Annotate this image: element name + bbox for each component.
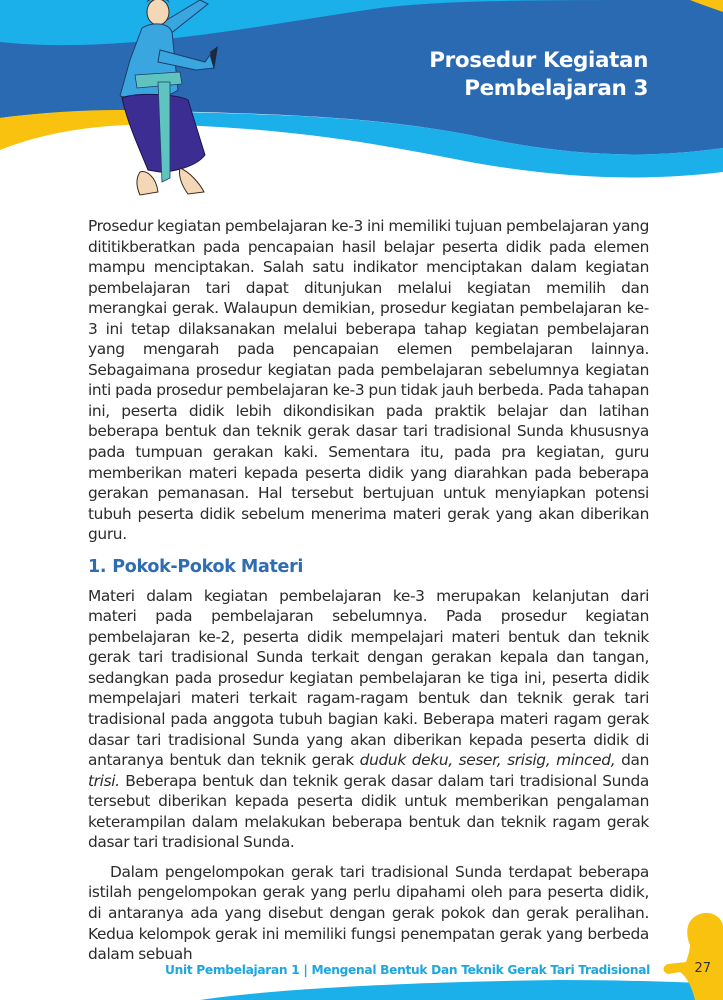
- section-heading-pokok-materi: [88, 556, 649, 578]
- page-title-line-2: Pembelajaran 3: [464, 76, 648, 101]
- paragraph-text: Materi dalam kegiatan pembelajaran ke-3 merupakan kelanjutan dari materi pada pembelajaran sebelumnya. Pada prosedur kegiatan pembelajaran ke-2, peserta didik mempelajari materi bentuk dan teknik gerak tari tradisional Sunda terkait dengan gerakan kepala dan tangan, sedangkan pada prosedur kegiatan pembelajaran ke tiga ini, peserta didik mempelajari materi terkait ragam-ragam bentuk dan teknik gerak tari tradisional pada anggota tubuh bagian kaki. Beberapa materi ragam gerak dasar tari tradisional Sunda yang akan diberikan kepada peserta didik di antaranya bentuk dan teknik gerak: [88, 586, 649, 770]
- section-number: 1.: [88, 556, 107, 577]
- page-title: [429, 47, 648, 103]
- paragraph-text: dan: [615, 751, 650, 770]
- intro-paragraph: Prosedur kegiatan pembelajaran ke-3 ini memiliki tujuan pembelajaran yang dititikberatkan pada pencapaian hasil belajar peserta didik pada elemen mampu menciptakan. Salah satu indikator menciptakan dalam kegiatan pembelajaran tari dapat ditunjukan melalui kegiatan memilih dan merangkai gerak. Walaupun demikian, prosedur kegiatan pembelajaran ke-3 ini tetap dilaksanakan melalui beberapa tahap kegiatan pembelajaran yang mengarah pada pencapaian elemen pembelajaran lainnya. Sebagaimana prosedur kegiatan pada pembelajaran sebelumnya kegiatan inti pada prosedur pembelajaran ke-3 pun tidak jauh berbeda. Pada tahapan ini, peserta didik lebih dikondisikan pada praktik belajar dan latihan beberapa bentuk dan teknik gerak dasar tari tradisional Sunda khususnya pada tumpuan gerakan kaki. Sementara itu, pada pra kegiatan, guru memberikan materi kepada peserta didik yang diarahkan pada beberapa gerakan pemanasan. Hal tersebut bertujuan untuk menyiapkan potensi tubuh peserta didik sebelum menerima materi gerak yang akan diberikan guru.: [88, 217, 649, 544]
- running-footer-title: Unit Pembelajaran 1 | Mengenal Bentuk Dan Teknik Gerak Tari Tradisional: [164, 963, 650, 977]
- section-paragraph-1: [88, 586, 649, 853]
- main-content: [88, 216, 649, 965]
- page-number: 27: [694, 961, 711, 976]
- header-banner: [0, 0, 723, 215]
- paragraph-text: Beberapa bentuk dan teknik gerak dasar dalam tari tradisional Sunda tersebut diberikan kepada peserta didik untuk memberikan pengalaman keterampilan dalam melakukan beberapa bentuk dan teknik ragam gerak dasar tari tradisional Sunda.: [88, 771, 649, 852]
- section-paragraph-2: Dalam pengelompokan gerak tari tradisional Sunda terdapat beberapa istilah pengelompokan gerak yang perlu dipahami oleh para peserta didik, di antaranya ada yang disebut dengan gerak pokok dan gerak peralihan. Kedua kelompok gerak ini memiliki fungsi penempatan gerak yang berbeda dalam sebuah: [88, 862, 649, 964]
- footer-banner: [0, 910, 723, 1000]
- italic-term: duduk deku, seser, srisig, minced,: [359, 751, 616, 770]
- section-title: Pokok-Pokok Materi: [112, 556, 304, 577]
- italic-term: trisi.: [88, 771, 120, 790]
- page-title-line-1: Prosedur Kegiatan: [429, 48, 648, 73]
